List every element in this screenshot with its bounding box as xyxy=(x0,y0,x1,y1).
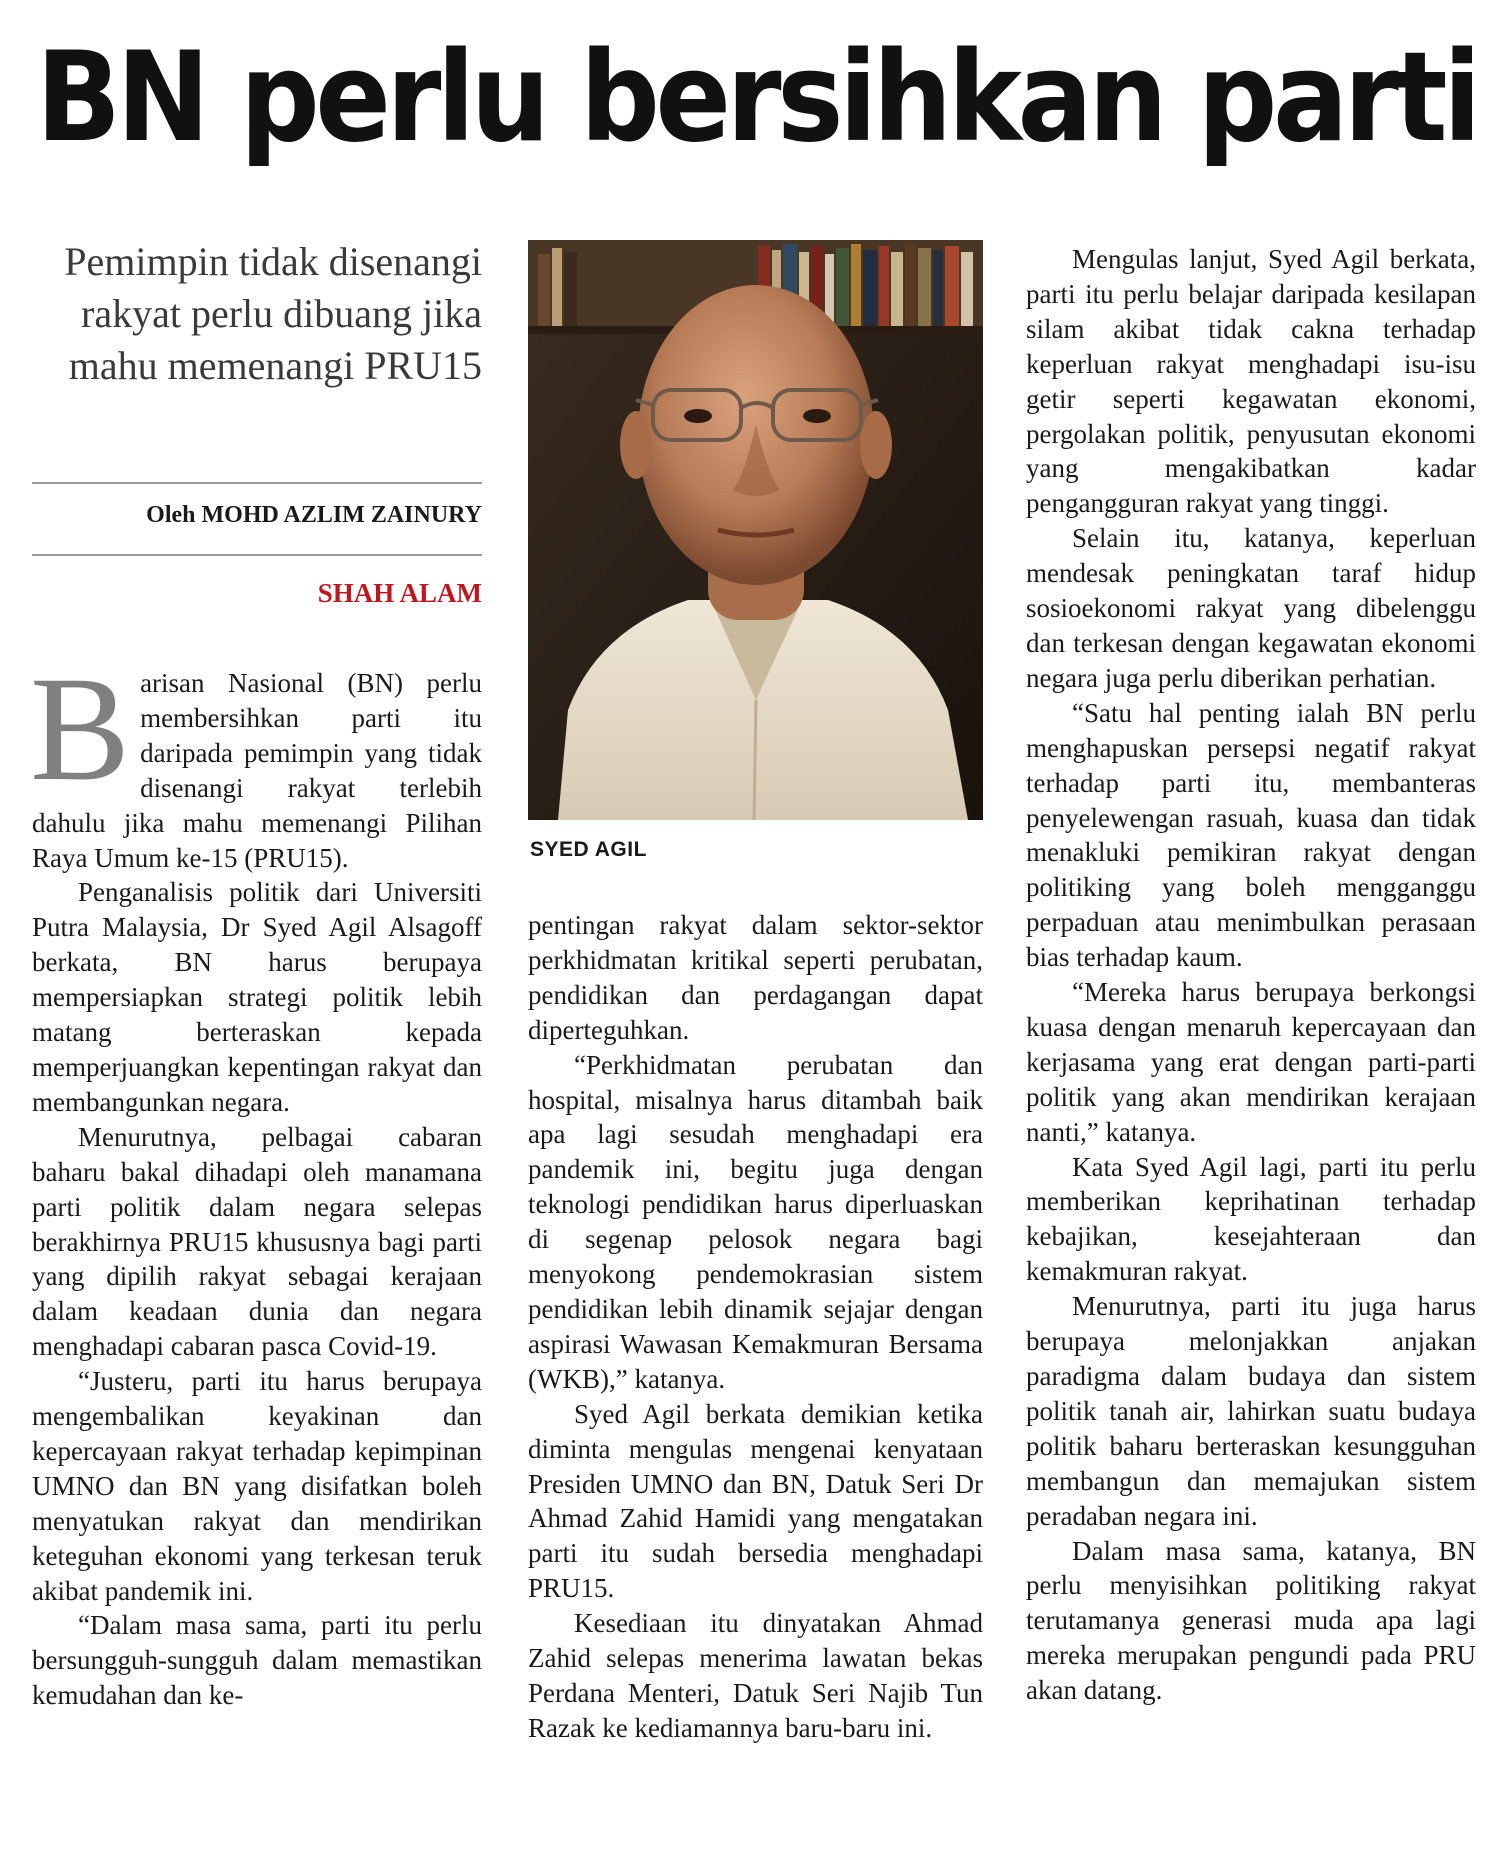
paragraph: Dalam masa sama, katanya, BN perlu menyisihkan politiking rakyat terutamanya generasi muda apa lagi mereka merupakan pengundi pada PRU akan datang. xyxy=(1026,1535,1476,1706)
paragraph: “Justeru, parti itu harus berupaya mengembalikan keyakinan dan kepercayaan rakyat terhadap kepimpinan UMNO dan BN yang disifatkan boleh menyatukan rakyat dan mendirikan keteguhan ekonomi yang terkesan teruk akibat pandemik ini. xyxy=(32,1366,482,1606)
headline: BN perlu bersihkan parti xyxy=(36,26,1477,170)
portrait-illustration xyxy=(528,240,983,820)
paragraph: Syed Agil berkata demikian ketika diminta mengulas mengenai kenyataan Presiden UMNO dan BN, Datuk Seri Dr Ahmad Zahid Hamidi yang mengatakan parti itu sudah bersedia menghadapi PRU15. xyxy=(528,1398,983,1604)
paragraph: Barisan Nasional (BN) perlu membersihkan parti itu daripada pemimpin yang tidak disenangi rakyat terlebih dahulu jika mahu memenangi Pilihan Raya Umum ke-15 (PRU15). xyxy=(30,646,482,873)
photo-caption: SYED AGIL xyxy=(530,838,647,861)
portrait-photo xyxy=(528,240,983,820)
subheadline: Pemimpin tidak disenangi rakyat perlu dibuang jika mahu memenangi PRU15 xyxy=(64,239,482,388)
paragraph: pentingan rakyat dalam sektor-sektor perkhidmatan kritikal seperti perubatan, pendidikan dan perdagangan dapat diperteguhkan. xyxy=(528,910,983,1045)
byline: Oleh MOHD AZLIM ZAINURY xyxy=(146,502,482,528)
paragraph: “Dalam masa sama, parti itu perlu bersungguh-sungguh dalam memastikan kemudahan dan ke- xyxy=(32,1610,482,1711)
column-2 xyxy=(528,908,983,1746)
column-3 xyxy=(1026,242,1476,1708)
paragraph: Menurutnya, pelbagai cabaran baharu bakal dihadapi oleh manamana parti politik dalam negara selepas berakhirnya PRU15 khususnya bagi parti yang dipilih rakyat sebagai kerajaan dalam keadaan dunia dan negara menghadapi cabaran pasca Covid-19. xyxy=(32,1121,482,1362)
column-1 xyxy=(30,646,482,1713)
paragraph: “Satu hal penting ialah BN perlu menghapuskan persepsi negatif rakyat terhadap parti itu, membanteras penyelewengan rasuah, kuasa dan tidak menakluki pemikiran rakyat dengan politiking yang boleh mengganggu perpaduan atau menimbulkan perasaan bias terhadap kaum. xyxy=(1026,697,1476,973)
paragraph: Menurutnya, parti itu juga harus berupaya melonjakkan anjakan paradigma dalam budaya dan sistem politik tanah air, lahirkan suatu budaya politik baharu berteraskan kesungguhan membangun dan memajukan sistem peradaban negara ini. xyxy=(1026,1291,1476,1531)
divider-bottom xyxy=(32,554,482,556)
drop-cap: B xyxy=(30,646,131,812)
paragraph: Kata Syed Agil lagi, parti itu perlu memberikan keprihatinan terhadap kebajikan, kesejahteraan dan kemakmuran rakyat. xyxy=(1026,1151,1476,1287)
paragraph: “Mereka harus berupaya berkongsi kuasa dengan menaruh kepercayaan dan kerjasama yang erat dengan parti-parti politik yang akan mendirikan kerajaan nanti,” katanya. xyxy=(1026,977,1476,1147)
paragraph: Mengulas lanjut, Syed Agil berkata, parti itu perlu belajar daripada kesilapan silam akibat tidak cakna terhadap keperluan rakyat menghadapi isu-isu getir seperti kegawatan ekonomi, pergolakan politik, penyusutan ekonomi yang mengakibatkan kadar pengangguran rakyat yang tinggi. xyxy=(1026,244,1476,519)
paragraph: “Perkhidmatan perubatan dan hospital, misalnya harus ditambah baik apa lagi sesudah menghadapi era pandemik ini, begitu juga dengan teknologi pendidikan harus diperluaskan di segenap pelosok negara bagi menyokong pendemokrasian sistem pendidikan lebih dinamik sejajar dengan aspirasi Wawasan Kemakmuran Bersama (WKB),” katanya. xyxy=(528,1049,983,1394)
divider-top xyxy=(32,482,482,484)
paragraph: Selain itu, katanya, keperluan mendesak peningkatan taraf hidup sosioekonomi rakyat yang dibelenggu dan terkesan dengan kegawatan ekonomi negara juga perlu diberikan perhatian. xyxy=(1026,523,1476,693)
paragraph: Kesediaan itu dinyatakan Ahmad Zahid selepas menerima lawatan bekas Perdana Menteri, Datuk Seri Najib Tun Razak ke kediamannya baru-baru ini. xyxy=(528,1608,983,1743)
dateline: SHAH ALAM xyxy=(317,578,482,608)
paragraph: Penganalisis politik dari Universiti Putra Malaysia, Dr Syed Agil Alsagoff berkata, BN harus berupaya mempersiapkan strategi politik lebih matang berteraskan kepada memperjuangkan kepentingan rakyat dan membangunkan negara. xyxy=(32,877,482,1117)
